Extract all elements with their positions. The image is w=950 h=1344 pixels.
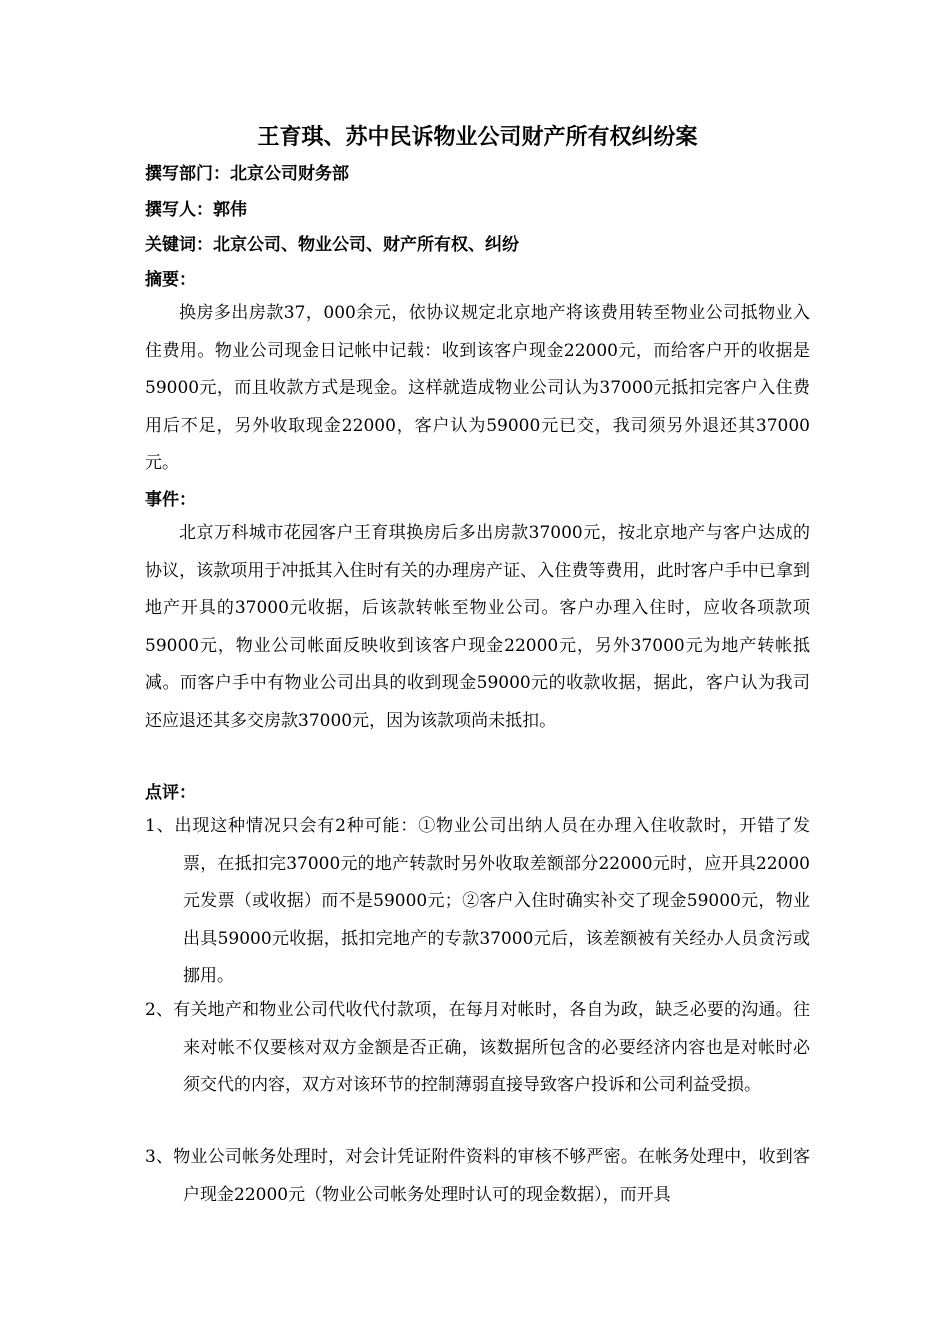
abstract-paragraph: 换房多出房款37，000余元，依协议规定北京地产将该费用转至物业公司抵物业入住费用。物业公司现金日记帐中记载：收到该客户现金22000元，而给客户开的收据是59000元，而且收款方式是现金。这样就造成物业公司认为37000元抵扣完客户入住费用后不足，另外收取现金22000，客户认为59000元已交，我司须另外退还其37000元。 <box>145 303 810 473</box>
event-heading: 事件： <box>145 490 196 510</box>
document-title: 王育琪、苏中民诉物业公司财产所有权纠纷案 <box>257 124 698 150</box>
comment-item-1: 1、出现这种情况只会有2种可能：①物业公司出纳人员在办理入住收款时，开错了发票，在抵扣完37000元的地产转款时另外收取差额部分22000元时，应开具22000元发票（或收据）而不是59000元；②客户入住时确实补交了现金59000元，物业出具59000元收据，抵扣完地产的专款37000元后，该差额被有关经办人员贪污或挪用。 <box>145 816 810 986</box>
keywords-line: 关键词：北京公司、物业公司、财产所有权、纠纷 <box>145 235 519 255</box>
comment-heading: 点评： <box>145 783 196 803</box>
comment-item-3: 3、物业公司帐务处理时，对会计凭证附件资料的审核不够严密。在帐务处理中，收到客户现金22000元（物业公司帐务处理时认可的现金数据），而开具 <box>145 1147 810 1205</box>
comment-item-2: 2、有关地产和物业公司代收代付款项，在每月对帐时，各自为政，缺乏必要的沟通。往来对帐不仅要核对双方金额是否正确，该数据所包含的必要经济内容也是对帐时必须交代的内容，双方对该环节的控制薄弱直接导致客户投诉和公司利益受损。 <box>145 1000 810 1095</box>
event-paragraph: 北京万科城市花园客户王育琪换房后多出房款37000元，按北京地产与客户达成的协议，该款项用于冲抵其入住时有关的办理房产证、入住费等费用，此时客户手中已拿到地产开具的37000元收据，后该款转帐至物业公司。客户办理入住时，应收各项款项59000元，物业公司帐面反映收到该客户现金22000元，另外37000元为地产转帐抵减。而客户手中有物业公司出具的收到现金59000元的收款收据，据此，客户认为我司还应退还其多交房款37000元，因为该款项尚未抵扣。 <box>145 523 810 731</box>
department-line: 撰写部门：北京公司财务部 <box>145 164 349 184</box>
author-line: 撰写人：郭伟 <box>145 200 247 220</box>
abstract-heading: 摘要： <box>145 270 196 290</box>
